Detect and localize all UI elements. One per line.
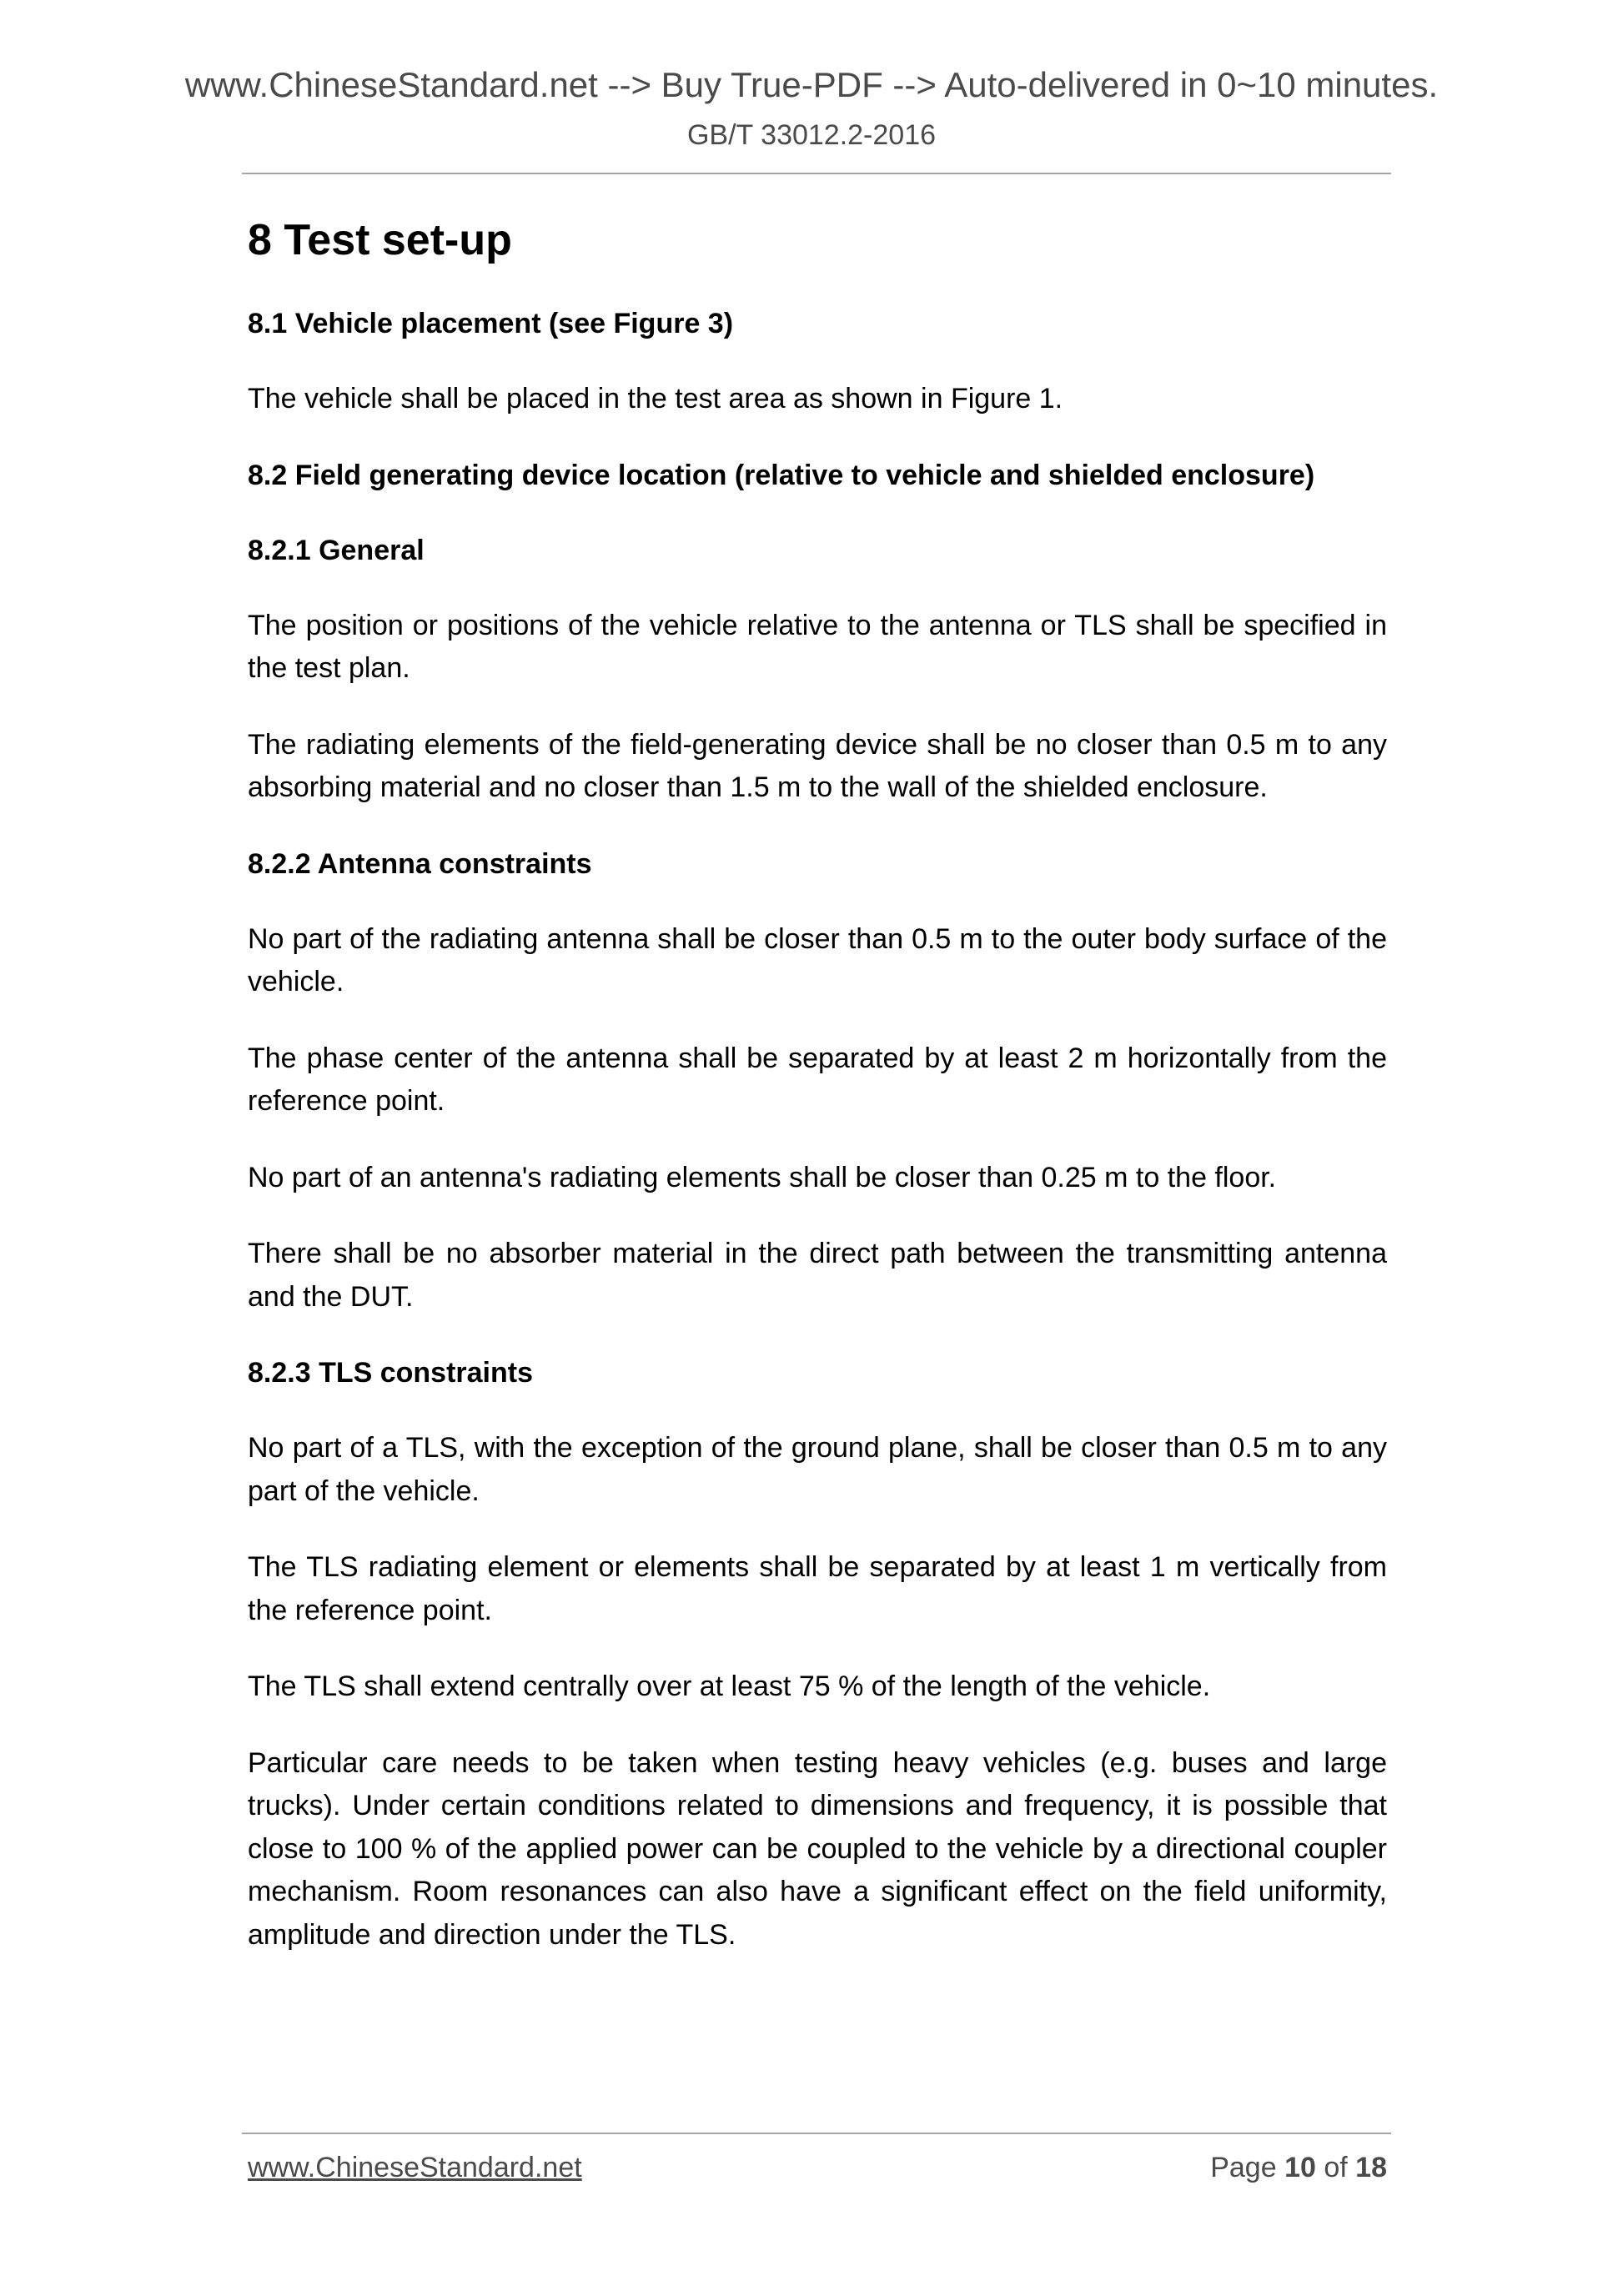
paragraph: Particular care needs to be taken when testing heavy vehicles (e.g. buses and large trucks). Under certain conditions related to dimensions and frequency, it is possible that close to 100 % of the applied power can be coupled to the vehicle by a directional coupler mechanism. Room resonances can also have a significant effect on the field uniformity, amplitude and direction under the TLS. — [248, 1746, 1387, 1951]
of-label: of — [1324, 2152, 1348, 2183]
paragraph: No part of an antenna's radiating elements shall be closer than 0.25 m to the floor. — [248, 1161, 1277, 1193]
footer-divider — [242, 2133, 1391, 2134]
page-label: Page — [1210, 2152, 1277, 2183]
paragraph: The position or positions of the vehicle relative to the antenna or TLS shall be specified in the test plan. — [248, 609, 1387, 684]
subsection-heading-8-2: 8.2 Field generating device location (relative to vehicle and shielded enclosure) — [248, 459, 1315, 491]
document-code: GB/T 33012.2-2016 — [686, 119, 937, 151]
paragraph: The radiating elements of the field-generating device shall be no closer than 0.5 m to any absorbing material and no closer than 1.5 m to the wall of the shielded enclosure. — [248, 728, 1387, 803]
paragraph: The TLS shall extend centrally over at least 75 % of the length of the vehicle. — [248, 1671, 1211, 1702]
paragraph: The vehicle shall be placed in the test area as shown in Figure 1. — [248, 383, 1063, 414]
subsection-heading-8-2-2: 8.2.2 Antenna constraints — [248, 847, 592, 880]
page-content — [248, 213, 1387, 1957]
footer-website-link[interactable]: www.ChineseStandard.net — [248, 2152, 582, 2183]
header-banner: www.ChineseStandard.net --> Buy True-PDF --> Auto-delivered in 0~10 minutes. — [184, 65, 1439, 104]
paragraph: No part of the radiating antenna shall be closer than 0.5 m to the outer body surface of the vehicle. — [248, 922, 1387, 997]
section-heading-8: 8 Test set-up — [248, 216, 512, 264]
paragraph: The TLS radiating element or elements shall be separated by at least 1 m vertically from the reference point. — [248, 1551, 1387, 1626]
page-number: 10 — [1284, 2152, 1316, 2183]
page-indicator — [1210, 2152, 1387, 2184]
paragraph: There shall be no absorber material in the direct path between the transmitting antenna and the DUT. — [248, 1238, 1387, 1313]
subsection-heading-8-2-3: 8.2.3 TLS constraints — [248, 1357, 533, 1389]
paragraph: The phase center of the antenna shall be separated by at least 2 m horizontally from the reference point. — [248, 1042, 1387, 1117]
page-total: 18 — [1355, 2152, 1387, 2183]
subsection-heading-8-1: 8.1 Vehicle placement (see Figure 3) — [248, 308, 734, 339]
header-divider — [242, 173, 1391, 174]
paragraph: No part of a TLS, with the exception of the ground plane, shall be closer than 0.5 m to any part of the vehicle. — [248, 1432, 1387, 1507]
subsection-heading-8-2-1: 8.2.1 General — [248, 534, 425, 566]
